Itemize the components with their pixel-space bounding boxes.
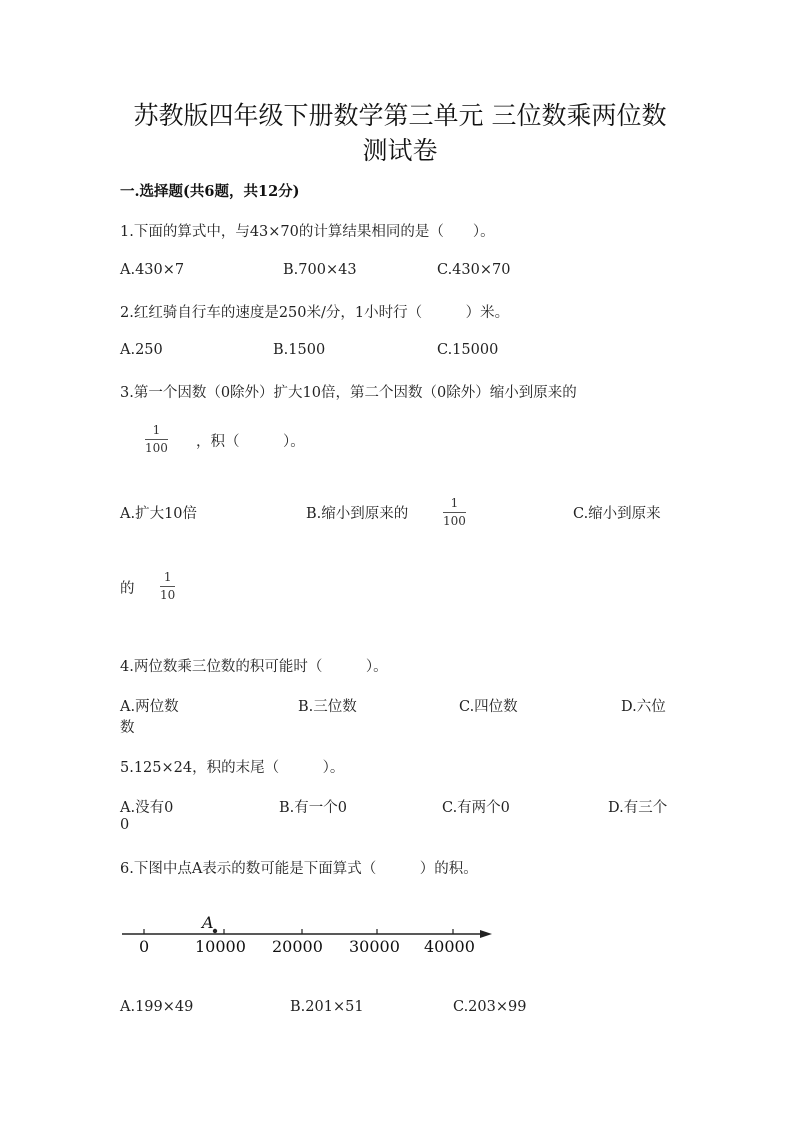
question-3-option-a: A.扩大10倍: [120, 506, 198, 522]
question-1-option-a: A.430×7: [120, 262, 185, 278]
question-3-option-c-continued: 的: [120, 581, 135, 597]
fraction-numerator: 1: [152, 423, 161, 437]
question-3-stem: 3.第一个因数（0除外）扩大10倍，第二个因数（0除外）缩小到原来的: [120, 385, 577, 401]
question-6-option-a: A.199×49: [120, 999, 194, 1015]
question-4-option-b: B.三位数: [298, 699, 357, 715]
fraction-denominator: 100: [145, 441, 168, 455]
question-5-option-b: B.有一个0: [279, 800, 347, 816]
arrow-head-icon: [480, 930, 492, 938]
question-2-stem: 2.红红骑自行车的速度是250米/分，1小时行（ ）米。: [120, 305, 510, 321]
question-4-option-a: A.两位数: [120, 699, 179, 715]
fraction-denominator: 10: [160, 588, 176, 602]
question-3-option-b-fraction: [443, 497, 466, 528]
tick-label-40000: 40000: [424, 937, 475, 956]
question-5-option-c: C.有两个0: [442, 800, 510, 816]
question-2-option-c: C.15000: [437, 342, 499, 358]
question-5-option-a: A.没有0: [120, 800, 174, 816]
point-a-label: A: [202, 913, 214, 932]
section-heading: 一.选择题(共6题，共12分): [120, 183, 300, 200]
tick-label-0: 0: [139, 937, 150, 956]
question-2-option-b: B.1500: [273, 342, 326, 358]
question-3-fraction: [145, 424, 168, 455]
question-5-option-d-continued: 0: [120, 817, 130, 833]
fraction-bar: [160, 586, 175, 587]
question-5-option-d: D.有三个: [608, 800, 668, 816]
question-1-option-b: B.700×43: [283, 262, 357, 278]
question-4-option-c: C.四位数: [459, 699, 518, 715]
question-4-option-d: D.六位: [621, 699, 666, 715]
question-4-option-d-continued: 数: [120, 720, 135, 736]
question-3-option-c: C.缩小到原来: [573, 506, 661, 522]
question-4-stem: 4.两位数乘三位数的积可能时（ ）。: [120, 659, 388, 675]
page-title-line1: 苏教版四年级下册数学第三单元 三位数乘两位数: [133, 101, 667, 130]
question-3-option-b: B.缩小到原来的: [306, 506, 409, 522]
question-6-option-c: C.203×99: [453, 999, 527, 1015]
fraction-numerator: 1: [450, 496, 459, 510]
page-title-line2: 测试卷: [362, 136, 438, 165]
question-1-option-c: C.430×70: [437, 262, 511, 278]
question-1-stem: 1.下面的算式中，与43×70的计算结果相同的是（ ）。: [120, 224, 495, 240]
fraction-bar: [145, 439, 168, 440]
tick-label-10000: 10000: [195, 937, 246, 956]
tick-label-30000: 30000: [349, 937, 400, 956]
question-5-stem: 5.125×24，积的末尾（ ）。: [120, 760, 345, 776]
fraction-numerator: 1: [163, 570, 172, 584]
question-6-option-b: B.201×51: [290, 999, 364, 1015]
number-line-figure: [118, 910, 498, 960]
question-3-stem-tail: ，积（ ）。: [196, 434, 305, 450]
question-6-stem: 6.下图中点A表示的数可能是下面算式（ ）的积。: [120, 861, 478, 877]
tick-label-20000: 20000: [272, 937, 323, 956]
question-3-option-c-fraction: [160, 571, 175, 602]
fraction-denominator: 100: [443, 514, 466, 528]
fraction-bar: [443, 512, 466, 513]
question-2-option-a: A.250: [120, 342, 163, 358]
